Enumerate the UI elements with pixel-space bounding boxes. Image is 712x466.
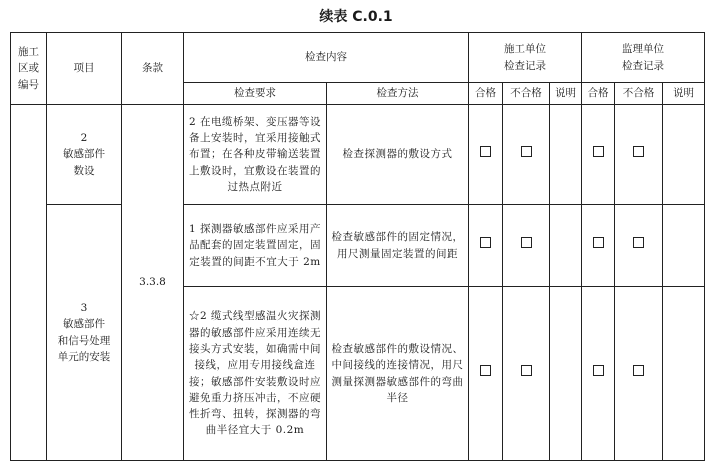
pass-checkbox-cell[interactable]	[582, 287, 615, 461]
fail-checkbox-cell[interactable]	[503, 105, 550, 205]
header-clause: 条款	[122, 33, 184, 105]
pass-checkbox-cell[interactable]	[582, 105, 615, 205]
item-cell: 2 敏感部件 数设	[47, 105, 122, 205]
header-pass: 合格	[582, 83, 615, 105]
fail-checkbox-cell[interactable]	[503, 287, 550, 461]
area-cell	[11, 105, 47, 461]
clause-cell: 3.3.8	[122, 105, 184, 461]
header-pass: 合格	[469, 83, 503, 105]
header-area: 施工 区或 编号	[11, 33, 47, 105]
requirement-cell: 2 在电缆桥架、变压器等设备上安装时，宜采用接触式布置；在各种皮带输送装置上敷设时，宜敷设在装置的过热点附近	[184, 105, 327, 205]
checkbox-icon[interactable]	[521, 146, 532, 157]
checkbox-icon[interactable]	[480, 146, 491, 157]
checkbox-icon[interactable]	[480, 365, 491, 376]
checkbox-icon[interactable]	[633, 237, 644, 248]
fail-checkbox-cell[interactable]	[503, 205, 550, 287]
checkbox-icon[interactable]	[633, 146, 644, 157]
checkbox-icon[interactable]	[521, 365, 532, 376]
pass-checkbox-cell[interactable]	[469, 105, 503, 205]
requirement-cell: ☆2 缆式线型感温火灾探测器的敏感部件应采用连续无接头方式安装，如确需中间接线，应用专用接线盒连接；敏感部件安装敷设时应避免重力挤压冲击，不应硬性折弯、扭转，探测器的弯曲半径宜大于 0.2m	[184, 287, 327, 461]
header-item: 项目	[47, 33, 122, 105]
fail-checkbox-cell[interactable]	[615, 287, 663, 461]
note-cell[interactable]	[550, 205, 582, 287]
checkbox-icon[interactable]	[593, 237, 604, 248]
fail-checkbox-cell[interactable]	[615, 105, 663, 205]
header-method: 检查方法	[327, 83, 469, 105]
checkbox-icon[interactable]	[521, 237, 532, 248]
pass-checkbox-cell[interactable]	[469, 205, 503, 287]
note-cell[interactable]	[663, 205, 705, 287]
method-cell: 检查敏感部件的敷设情况、中间接线的连接情况，用尺测量探测器敏感部件的弯曲半径	[327, 287, 469, 461]
pass-checkbox-cell[interactable]	[582, 205, 615, 287]
method-cell: 检查敏感部件的固定情况，用尺测量固定装置的间距	[327, 205, 469, 287]
item-cell: 3 敏感部件 和信号处理 单元的安装	[47, 205, 122, 461]
checkbox-icon[interactable]	[593, 365, 604, 376]
header-content: 检查内容	[184, 33, 469, 83]
note-cell[interactable]	[550, 105, 582, 205]
header-requirement: 检查要求	[184, 83, 327, 105]
checkbox-icon[interactable]	[480, 237, 491, 248]
header-fail: 不合格	[615, 83, 663, 105]
checkbox-icon[interactable]	[593, 146, 604, 157]
pass-checkbox-cell[interactable]	[469, 287, 503, 461]
header-note: 说明	[550, 83, 582, 105]
note-cell[interactable]	[663, 287, 705, 461]
table-title: 续表 C.0.1	[319, 9, 393, 25]
method-cell: 检查探测器的敷设方式	[327, 105, 469, 205]
header-construction-record: 施工单位 检查记录	[469, 33, 582, 83]
checkbox-icon[interactable]	[633, 365, 644, 376]
fail-checkbox-cell[interactable]	[615, 205, 663, 287]
header-supervision-record: 监理单位 检查记录	[582, 33, 705, 83]
requirement-cell: 1 探测器敏感部件应采用产品配套的固定装置固定，固定装置的间距不宜大于 2m	[184, 205, 327, 287]
note-cell[interactable]	[550, 287, 582, 461]
inspection-table	[10, 32, 705, 461]
header-note: 说明	[663, 83, 705, 105]
note-cell[interactable]	[663, 105, 705, 205]
header-fail: 不合格	[503, 83, 550, 105]
